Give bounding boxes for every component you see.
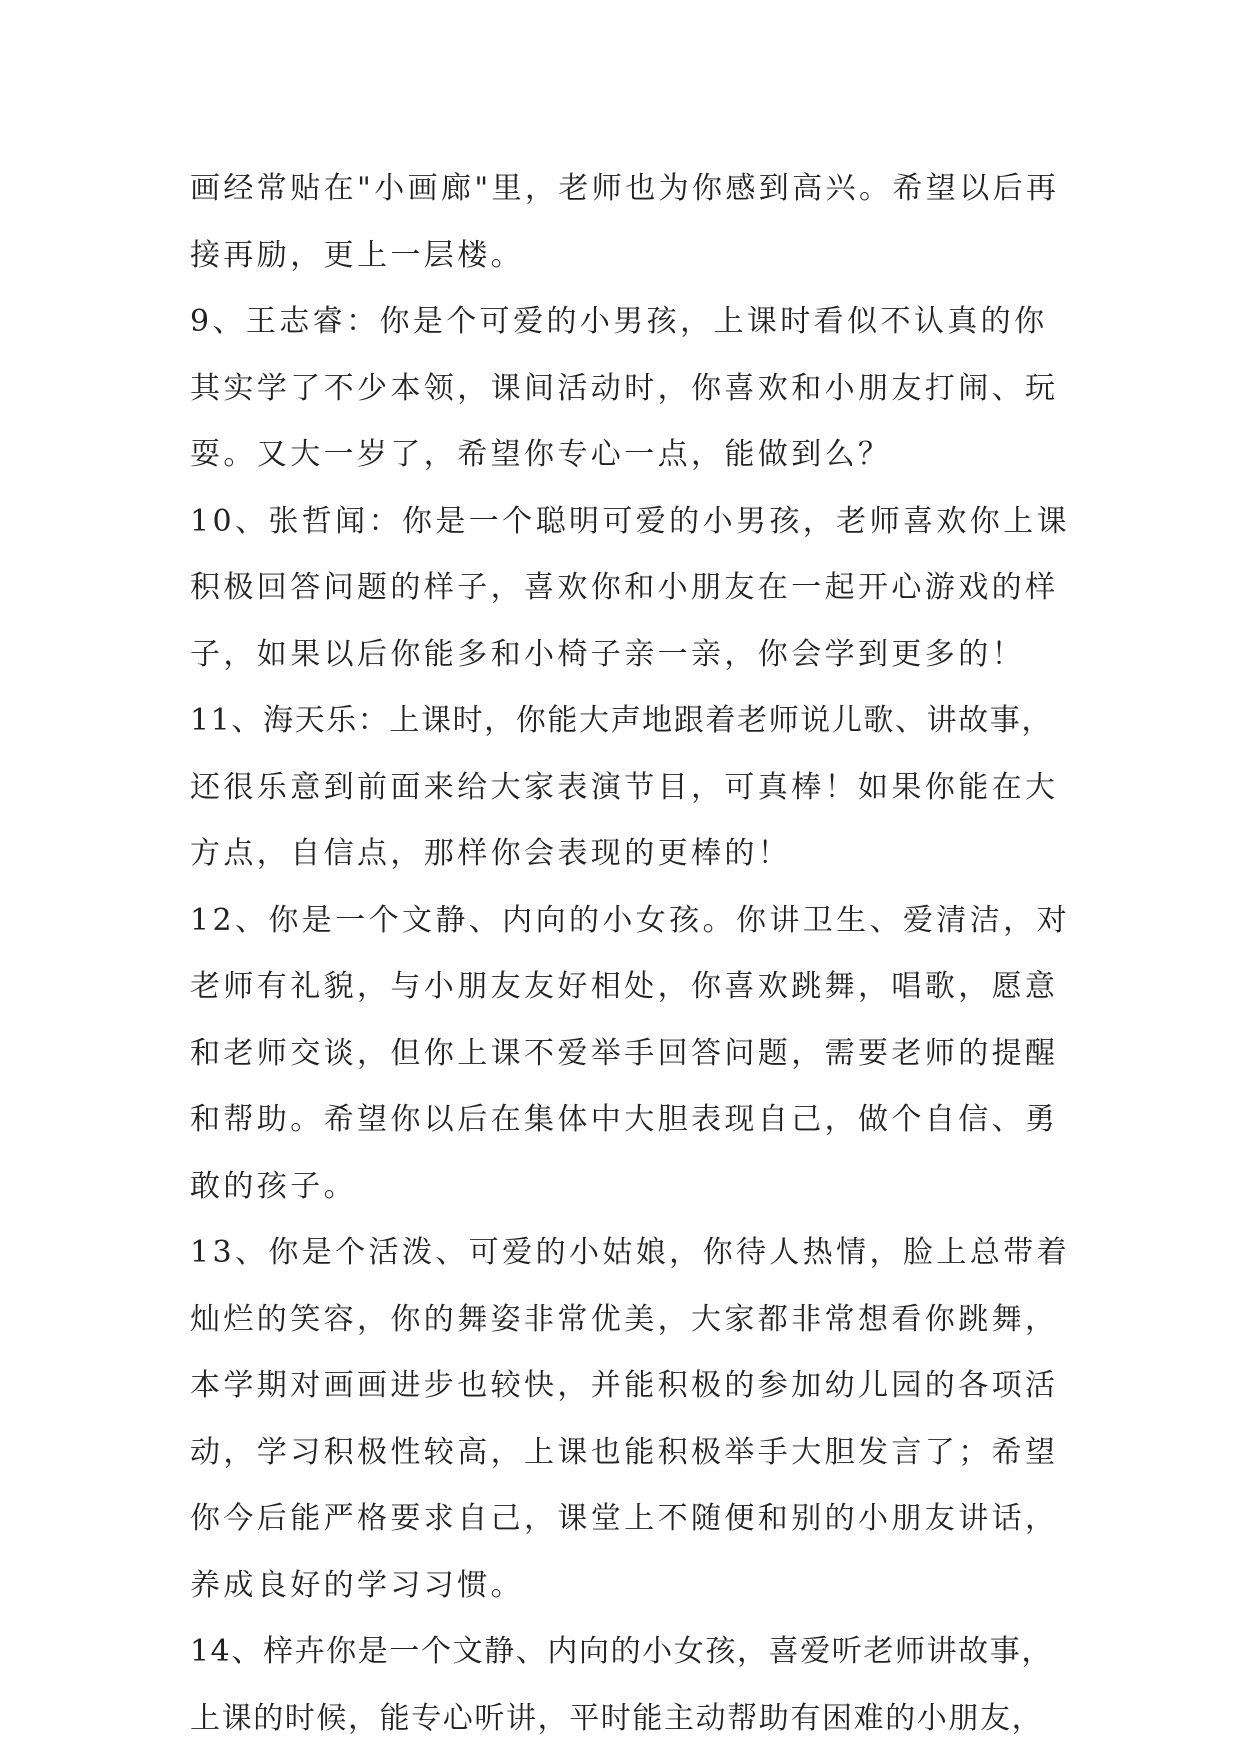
text-line: 还很乐意到前面来给大家表演节目，可真棒！如果你能在大	[190, 769, 1059, 805]
text-line: 和老师交谈，但你上课不爱举手回答问题，需要老师的提醒	[190, 1035, 1059, 1071]
text-line: 灿烂的笑容，你的舞姿非常优美，大家都非常想看你跳舞，	[190, 1301, 1059, 1337]
text-line: 老师有礼貌，与小朋友友好相处，你喜欢跳舞，唱歌，愿意	[190, 969, 1059, 1004]
text-line: 耍。又大一岁了，希望你专心一点，能做到么？	[190, 437, 892, 472]
text-line: 12、你是一个文静、内向的小女孩。你讲卫生、爱清洁，对	[190, 902, 1070, 938]
text-line: 你今后能严格要求自己，课堂上不随便和别的小朋友讲话，	[190, 1501, 1059, 1536]
text-line: 子，如果以后你能多和小椅子亲一亲，你会学到更多的！	[190, 636, 1025, 672]
text-line: 接再励，更上一层楼。	[190, 237, 524, 273]
text-line: 画经常贴在"小画廊"里，老师也为你感到高兴。希望以后再	[190, 171, 1060, 206]
text-line: 积极回答问题的样子，喜欢你和小朋友在一起开心游戏的样	[190, 570, 1059, 605]
text-line: 方点，自信点，那样你会表现的更棒的！	[190, 836, 792, 871]
text-line: 养成良好的学习习惯。	[190, 1567, 524, 1603]
text-line: 14、梓卉你是一个文静、内向的小女孩，喜爱听老师讲故事，	[190, 1634, 1053, 1669]
text-line: 敢的孩子。	[190, 1168, 357, 1204]
text-line: 13、你是个活泼、可爱的小姑娘，你待人热情，脸上总带着	[190, 1235, 1070, 1270]
text-line: 9、王志睿：你是个可爱的小男孩，上课时看似不认真的你	[190, 304, 1048, 339]
text-line: 和帮助。希望你以后在集体中大胆表现自己，做个自信、勇	[190, 1102, 1059, 1137]
text-line: 上课的时候，能专心听讲，平时能主动帮助有困难的小朋友，	[190, 1700, 1044, 1736]
text-line: 10、张哲闻：你是一个聪明可爱的小男孩，老师喜欢你上课	[190, 503, 1070, 539]
document-body	[190, 156, 1070, 1752]
text-line: 11、海天乐：上课时，你能大声地跟着老师说儿歌、讲故事，	[190, 703, 1053, 738]
text-line: 其实学了不少本领，课间活动时，你喜欢和小朋友打闹、玩	[190, 370, 1059, 406]
text-line: 本学期对画画进步也较快，并能积极的参加幼儿园的各项活	[190, 1368, 1059, 1403]
text-line: 动，学习积极性较高，上课也能积极举手大胆发言了；希望	[190, 1434, 1059, 1470]
